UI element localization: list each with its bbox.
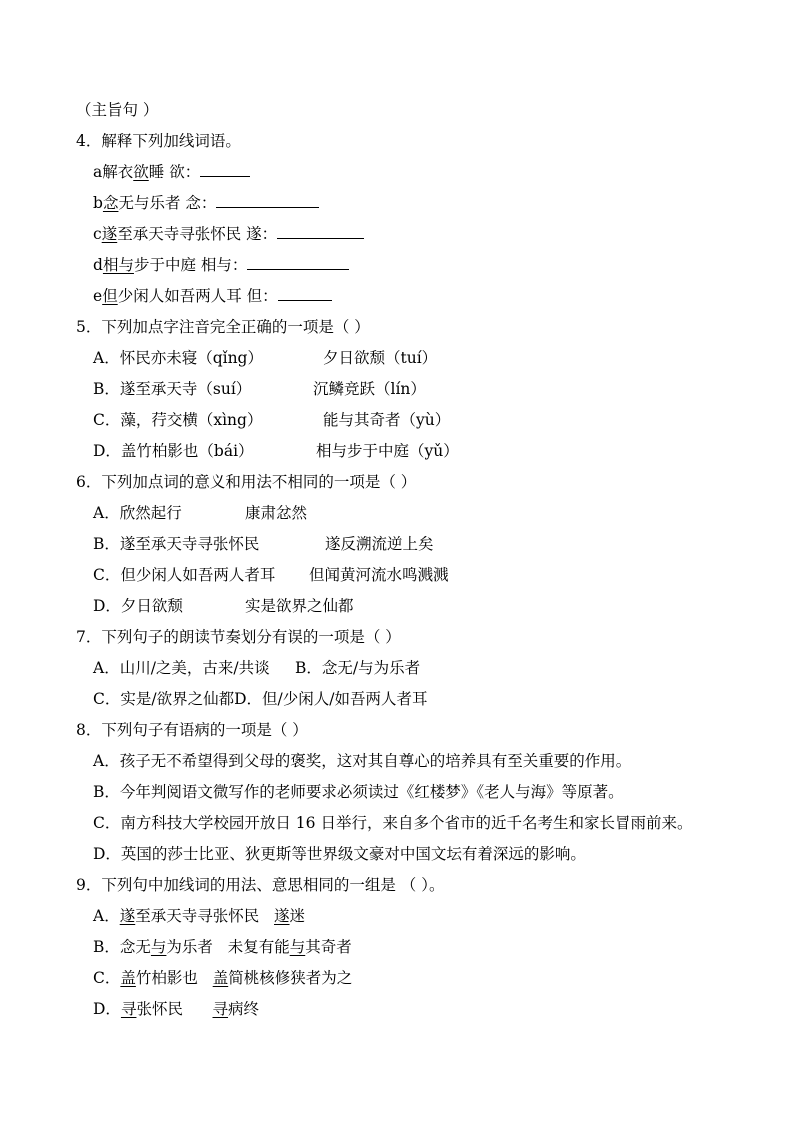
q9-title: 9．下列句中加线词的用法、意思相同的一组是 （ ）。 (76, 876, 445, 894)
q8-option-c: C．南方科技大学校园开放日 16 日举行，来自多个省市的近千名考生和家长冒雨前来。 (93, 814, 693, 832)
q5-option-d: D．盖竹柏影也（bái） 相与步于中庭（yǔ） (93, 442, 459, 460)
q4-item-e: e但少闲人如吾两人耳 但： (93, 286, 332, 306)
q6-title: 6．下列加点词的意义和用法不相同的一项是（ ） (76, 473, 417, 491)
q7-row-2: C．实是/欲界之仙都D．但/少闲人/如吾两人者耳 (93, 690, 428, 708)
q4-item-a: a解衣欲睡 欲： (93, 162, 250, 182)
zhuzhi-line: （主旨句 ） (76, 101, 159, 119)
answer-blank (200, 162, 250, 177)
answer-blank (278, 286, 332, 301)
q4-item-b: b念无与乐者 念： (93, 193, 319, 213)
answer-blank (216, 193, 319, 208)
q8-title: 8．下列句子有语病的一项是（ ） (76, 721, 308, 739)
q6-option-c: C．但少闲人如吾两人者耳 但闻黄河流水鸣溅溅 (93, 566, 449, 584)
q4-title: 4．解释下列加线词语。 (76, 132, 241, 150)
answer-blank (247, 255, 349, 270)
q5-option-a: A．怀民亦未寝（qǐng） 夕日欲颓（tuí） (93, 349, 438, 367)
q7-title: 7．下列句子的朗读节奏划分有误的一项是（ ） (76, 628, 401, 646)
q9-option-c: C．盖竹柏影也 盖简桃核修狭者为之 (93, 969, 353, 987)
q6-option-a: A．欣然起行 康肃忿然 (93, 504, 308, 522)
q4-item-d: d相与步于中庭 相与： (93, 255, 349, 275)
q5-option-c: C．藻，荇交横（xìng） 能与其奇者（yù） (93, 411, 451, 429)
q6-option-d: D．夕日欲颓 实是欲界之仙都 (93, 597, 354, 615)
q9-option-d: D．寻张怀民 寻病终 (93, 1000, 260, 1018)
q8-option-d: D．英国的莎士比亚、狄更斯等世界级文豪对中国文坛有着深远的影响。 (93, 845, 586, 863)
q5-option-b: B．遂至承天寺（suí） 沉鳞竞跃（lín） (93, 380, 426, 398)
answer-blank (277, 224, 364, 239)
q4-item-c: c遂至承天寺寻张怀民 遂： (93, 224, 364, 244)
q8-option-b: B．今年判阅语文微写作的老师要求必须读过《红楼梦》《老人与海》等原著。 (93, 783, 624, 801)
q8-option-a: A．孩子无不希望得到父母的褒奖，这对其自尊心的培养具有至关重要的作用。 (93, 752, 632, 770)
q6-option-b: B．遂至承天寺寻张怀民 遂反溯流逆上矣 (93, 535, 434, 553)
q5-title: 5．下列加点字注音完全正确的一项是（ ） (76, 318, 370, 336)
q9-option-b: B．念无与为乐者 未复有能与其奇者 (93, 938, 352, 956)
q9-option-a: A．遂至承天寺寻张怀民 遂迷 (93, 907, 306, 925)
q7-row-1: A．山川/之美，古来/共谈 B．念无/与为乐者 (93, 659, 421, 677)
